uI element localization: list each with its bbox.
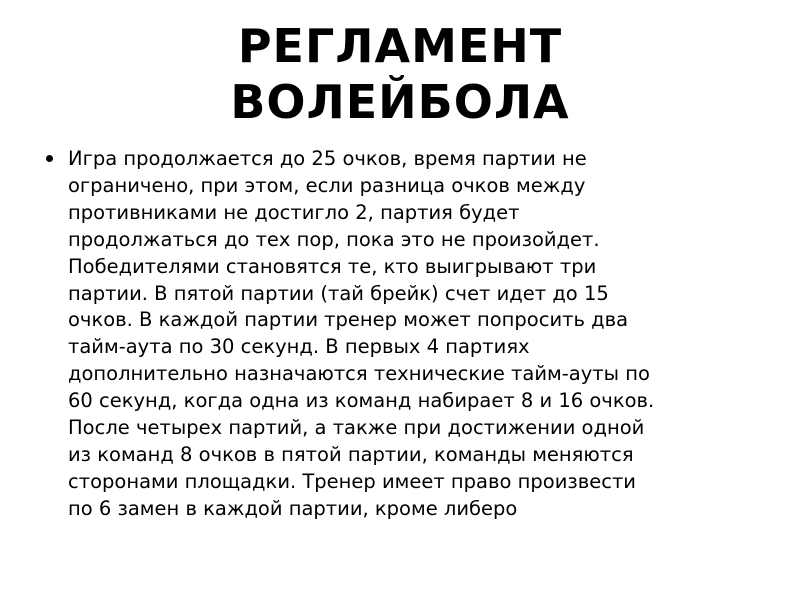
- bullet-text-line: очков. В каждой партии тренер может попросить два: [68, 308, 629, 332]
- bullet-text-line: ограничено, при этом, если разница очков между: [68, 173, 586, 197]
- bullet-text-line: противниками не достигло 2, партия будет: [68, 200, 520, 224]
- bullet-text-line: Победителями становятся те, кто выигрывают три: [68, 254, 597, 278]
- bullet-text-line: по 6 замен в каждой партии, кроме либеро: [68, 496, 518, 520]
- bullet-text-line: 60 секунд, когда одна из команд набирает 8 и 16 очков.: [68, 389, 655, 413]
- bullet-text-line: дополнительно назначаются технические тайм-ауты по: [68, 362, 650, 386]
- bullet-text-line: продолжаться до тех пор, пока это не произойдет.: [68, 227, 600, 251]
- bullet-text-line: тайм-аута по 30 секунд. В первых 4 партиях: [68, 335, 530, 359]
- bullet-text-line: сторонами площадки. Тренер имеет право произвести: [68, 469, 636, 493]
- bullet-text-line: партии. В пятой партии (тай брейк) счет идет до 15: [68, 281, 609, 305]
- bullet-list: [44, 146, 764, 523]
- bullet-text-line: Игра продолжается до 25 очков, время партии не: [68, 147, 587, 170]
- bullet-text-line: из команд 8 очков в пятой партии, команды меняются: [68, 442, 634, 466]
- bullet-text-line: После четырех партий, а также при достижении одной: [68, 416, 645, 440]
- bullet-item: [44, 146, 764, 523]
- slide-title-line-1: РЕГЛАМЕНТ: [237, 19, 563, 73]
- slide-title-line-2: ВОЛЕЙБОЛА: [230, 75, 570, 129]
- bullet-dot-icon: [46, 155, 53, 162]
- slide-title: [0, 18, 800, 130]
